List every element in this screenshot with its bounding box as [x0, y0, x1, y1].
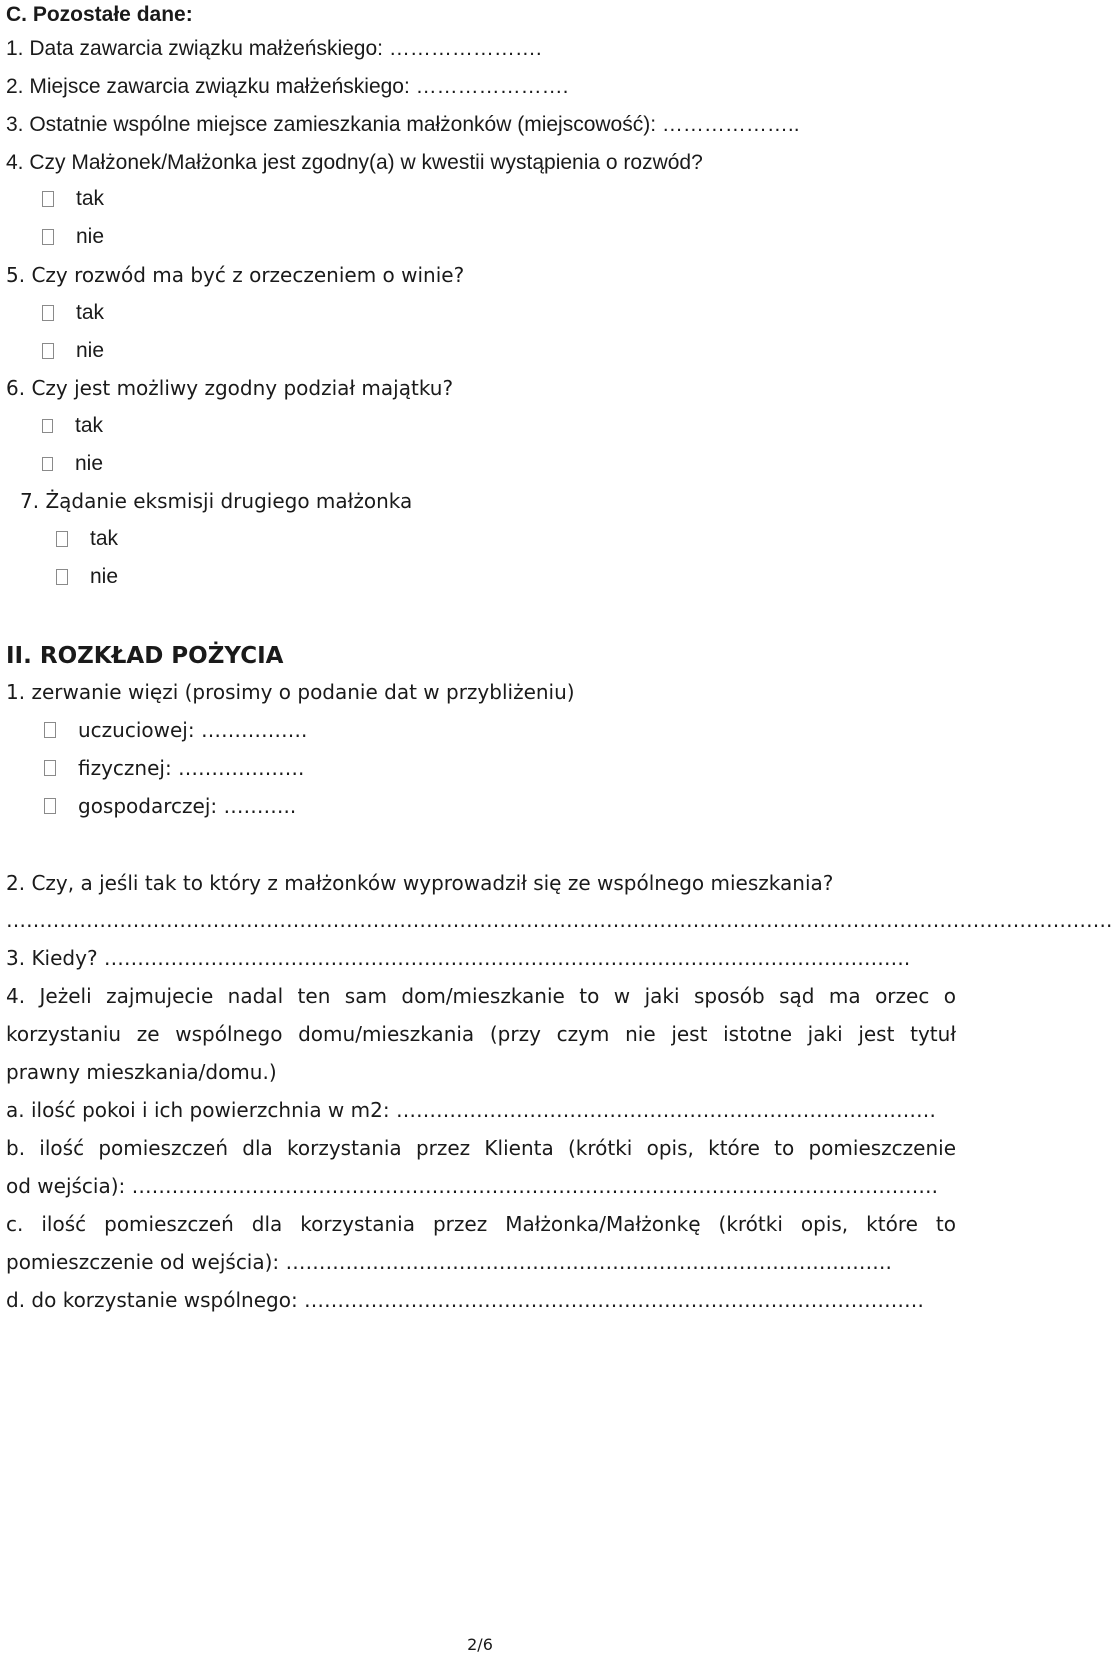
option-q7-no[interactable]: [56, 566, 118, 587]
question-who-moved-out: 2. Czy, a jeśli tak to który z małżonków wyprowadził się ze wspólnego mieszkania?: [6, 871, 834, 895]
checkbox[interactable]: [44, 798, 56, 814]
question-last-common-residence: 3. Ostatnie wspólne miejsce zamieszkania małżonków (miejscowość): ………………..: [6, 113, 800, 136]
checkbox[interactable]: [56, 531, 68, 547]
question-marriage-date: 1. Data zawarcia związku małżeńskiego: ………………….: [6, 37, 542, 60]
question-client-rooms-line-2: od wejścia): ………………………………………………………………………………………………………….: [6, 1174, 938, 1198]
question-bond-breakdown: 1. zerwanie więzi (prosimy o podanie dat w przybliżeniu): [6, 680, 575, 704]
question-client-rooms-line-1: b. ilość pomieszczeń dla korzystania przez Klienta (krótki opis, które to pomieszczenie: [6, 1136, 956, 1160]
option-label: nie: [90, 565, 119, 588]
section-ii-heading: II. ROZKŁAD POŻYCIA: [6, 643, 284, 669]
option-label: tak: [90, 527, 119, 550]
option-label: nie: [76, 339, 105, 362]
option-label: tak: [76, 301, 105, 324]
option-q4-no[interactable]: [42, 226, 104, 247]
option-label: fizycznej: ……………….: [78, 756, 305, 780]
option-label: nie: [76, 225, 105, 248]
checkbox[interactable]: [42, 229, 54, 245]
question-housing-line-3: prawny mieszkania/domu.): [6, 1060, 277, 1084]
question-rooms-area: a. ilość pokoi i ich powierzchnia w m2: ………………………………………………………………………: [6, 1098, 936, 1122]
option-label: tak: [75, 414, 104, 437]
option-physical[interactable]: [44, 758, 304, 778]
option-emotional[interactable]: [44, 720, 307, 740]
checkbox[interactable]: [42, 305, 54, 321]
option-label: tak: [76, 187, 105, 210]
checkbox[interactable]: [42, 419, 53, 433]
question-housing-line-1: 4. Jeżeli zajmujecie nadal ten sam dom/mieszkanie to w jaki sposób sąd ma orzec o: [6, 984, 956, 1008]
page-number: 2/6: [467, 1635, 493, 1654]
checkbox[interactable]: [42, 191, 54, 207]
checkbox[interactable]: [44, 760, 56, 776]
question-eviction: 7. Żądanie eksmisji drugiego małżonka: [20, 489, 413, 513]
question-spouse-rooms-line-1: c. ilość pomieszczeń dla korzystania przez Małżonka/Małżonkę (krótki opis, które to: [6, 1212, 956, 1236]
question-spouse-rooms-line-2: pomieszczenie od wejścia): ……………………………………………………………………………….: [6, 1250, 892, 1274]
question-property-division: 6. Czy jest możliwy zgodny podział majątku?: [6, 376, 454, 400]
question-when: 3. Kiedy? ………………………………………………………………………………………………………….: [6, 946, 911, 970]
option-label: uczuciowej: …………….: [78, 718, 308, 742]
question-housing-line-2: korzystaniu ze wspólnego domu/mieszkania (przy czym nie jest istotne jaki jest tytuł: [6, 1022, 956, 1046]
question-marriage-place: 2. Miejsce zawarcia związku małżeńskiego: ………………….: [6, 75, 569, 98]
option-q5-no[interactable]: [42, 340, 104, 361]
option-label: nie: [75, 452, 104, 475]
question-shared-use: d. do korzystanie wspólnego: …………………………………………………………………………………: [6, 1288, 925, 1312]
option-economic[interactable]: [44, 796, 296, 816]
question-fault-divorce: 5. Czy rozwód ma być z orzeczeniem o winie?: [6, 263, 465, 287]
option-q4-yes[interactable]: [42, 188, 104, 209]
option-q6-yes[interactable]: [42, 415, 103, 436]
section-c-heading: C. Pozostałe dane:: [6, 3, 193, 26]
option-label: gospodarczej: ………..: [78, 794, 297, 818]
checkbox[interactable]: [44, 722, 56, 738]
answer-who-moved-out[interactable]: ………………………………………………………………………………………………………………………………………………….: [6, 908, 1112, 932]
option-q7-yes[interactable]: [56, 528, 118, 549]
question-spouse-agrees: 4. Czy Małżonek/Małżonka jest zgodny(a) w kwestii wystąpienia o rozwód?: [6, 151, 703, 174]
checkbox[interactable]: [56, 569, 68, 585]
checkbox[interactable]: [42, 457, 53, 471]
option-q6-no[interactable]: [42, 453, 103, 474]
option-q5-yes[interactable]: [42, 302, 104, 323]
checkbox[interactable]: [42, 343, 54, 359]
